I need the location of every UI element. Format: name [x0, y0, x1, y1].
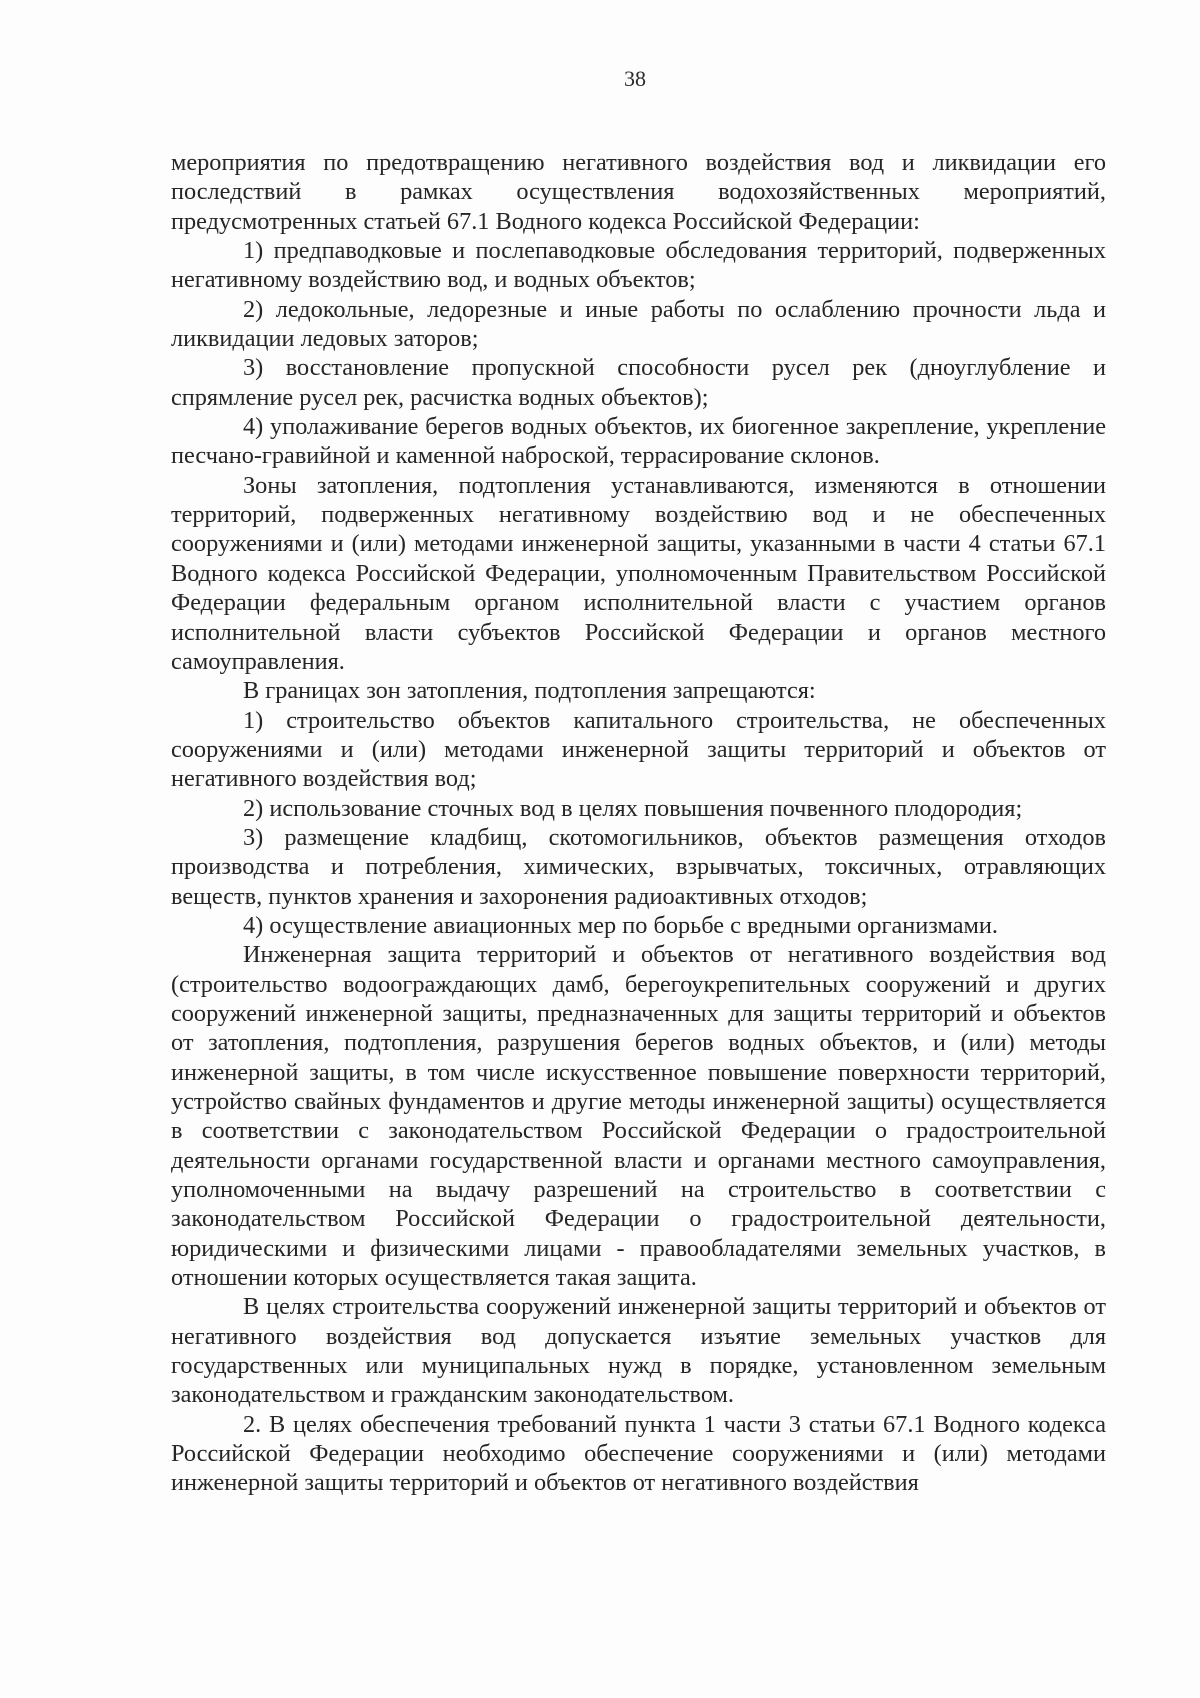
paragraph: В целях строительства сооружений инженерной защиты территорий и объектов от негативного воздействия вод допускается изъятие земельных участков для государственных или муниципальных нужд в порядке, установленном земельным законодательством и гражданским законодательством. — [171, 1293, 1106, 1409]
paragraph: 1) строительство объектов капитального строительства, не обеспеченных сооружениями и (или) методами инженерной защиты территорий и объектов от негативного воздействия вод; — [171, 706, 1106, 793]
paragraph: 1) предпаводковые и послепаводковые обследования территорий, подверженных негативному воздействию вод, и водных объектов; — [171, 237, 1106, 294]
paragraph: В границах зон затопления, подтопления запрещаются: — [243, 677, 816, 705]
paragraph: 3) размещение кладбищ, скотомогильников, объектов размещения отходов производства и потребления, химических, взрывчатых, токсичных, отравляющих веществ, пунктов хранения и захоронения радиоактивных отходов; — [171, 823, 1106, 910]
paragraph: мероприятия по предотвращению негативного воздействия вод и ликвидации его последствий в рамках осуществления водохозяйственных мероприятий, предусмотренных статьей 67.1 Водного кодекса Российской Федерации: — [171, 149, 1106, 235]
paragraph: 4) осуществление авиационных мер по борьбе с вредными организмами. — [243, 911, 998, 939]
paragraph: 2. В целях обеспечения требований пункта 1 части 3 статьи 67.1 Водного кодекса Российской Федерации необходимо обеспечение сооружениями и (или) методами инженерной защиты территорий и объектов от негативного воздействия — [171, 1410, 1106, 1497]
paragraph: 2) ледокольные, ледорезные и иные работы по ослаблению прочности льда и ликвидации ледовых заторов; — [171, 295, 1106, 353]
paragraph: Зоны затопления, подтопления устанавливаются, изменяются в отношении территорий, подверженных негативному воздействию вод и не обеспеченных сооружениями и (или) методами инженерной защиты, указанными в части 4 статьи 67.1 Водного кодекса Российской Федерации, уполномоченным Правительством Российской Федерации федеральным органом исполнительной власти с участием органов исполнительной власти субъектов Российской Федерации и органов местного самоуправления. — [171, 471, 1106, 675]
paragraph: 2) использование сточных вод в целях повышения почвенного плодородия; — [243, 794, 1023, 822]
paragraph: 3) восстановление пропускной способности русел рек (дноуглубление и спрямление русел рек, расчистка водных объектов); — [171, 354, 1106, 411]
document-body — [171, 148, 1106, 1498]
paragraph: Инженерная защита территорий и объектов от негативного воздействия вод (строительство водоограждающих дамб, берегоукрепительных сооружений и других сооружений инженерной защиты, предназначенных для защиты территорий и объектов от затопления, подтопления, разрушения берегов водных объектов, и (или) методы инженерной защиты, в том числе искусственное повышение поверхности территорий, устройство свайных фундаментов и другие методы инженерной защиты) осуществляется в соответствии с законодательством Российской Федерации о градостроительной деятельности органами государственной власти и органами местного самоуправления, уполномоченными на выдачу разрешений на строительство в соответствии с законодательством Российской Федерации о градостроительной деятельности, юридическими и физическими лицами - правообладателями земельных участков, в отношении которых осуществляется такая защита. — [171, 941, 1106, 1292]
page-number: 38 — [624, 66, 646, 91]
paragraph: 4) уполаживание берегов водных объектов, их биогенное закрепление, укрепление песчано-гравийной и каменной наброской, террасирование склонов. — [171, 413, 1106, 470]
